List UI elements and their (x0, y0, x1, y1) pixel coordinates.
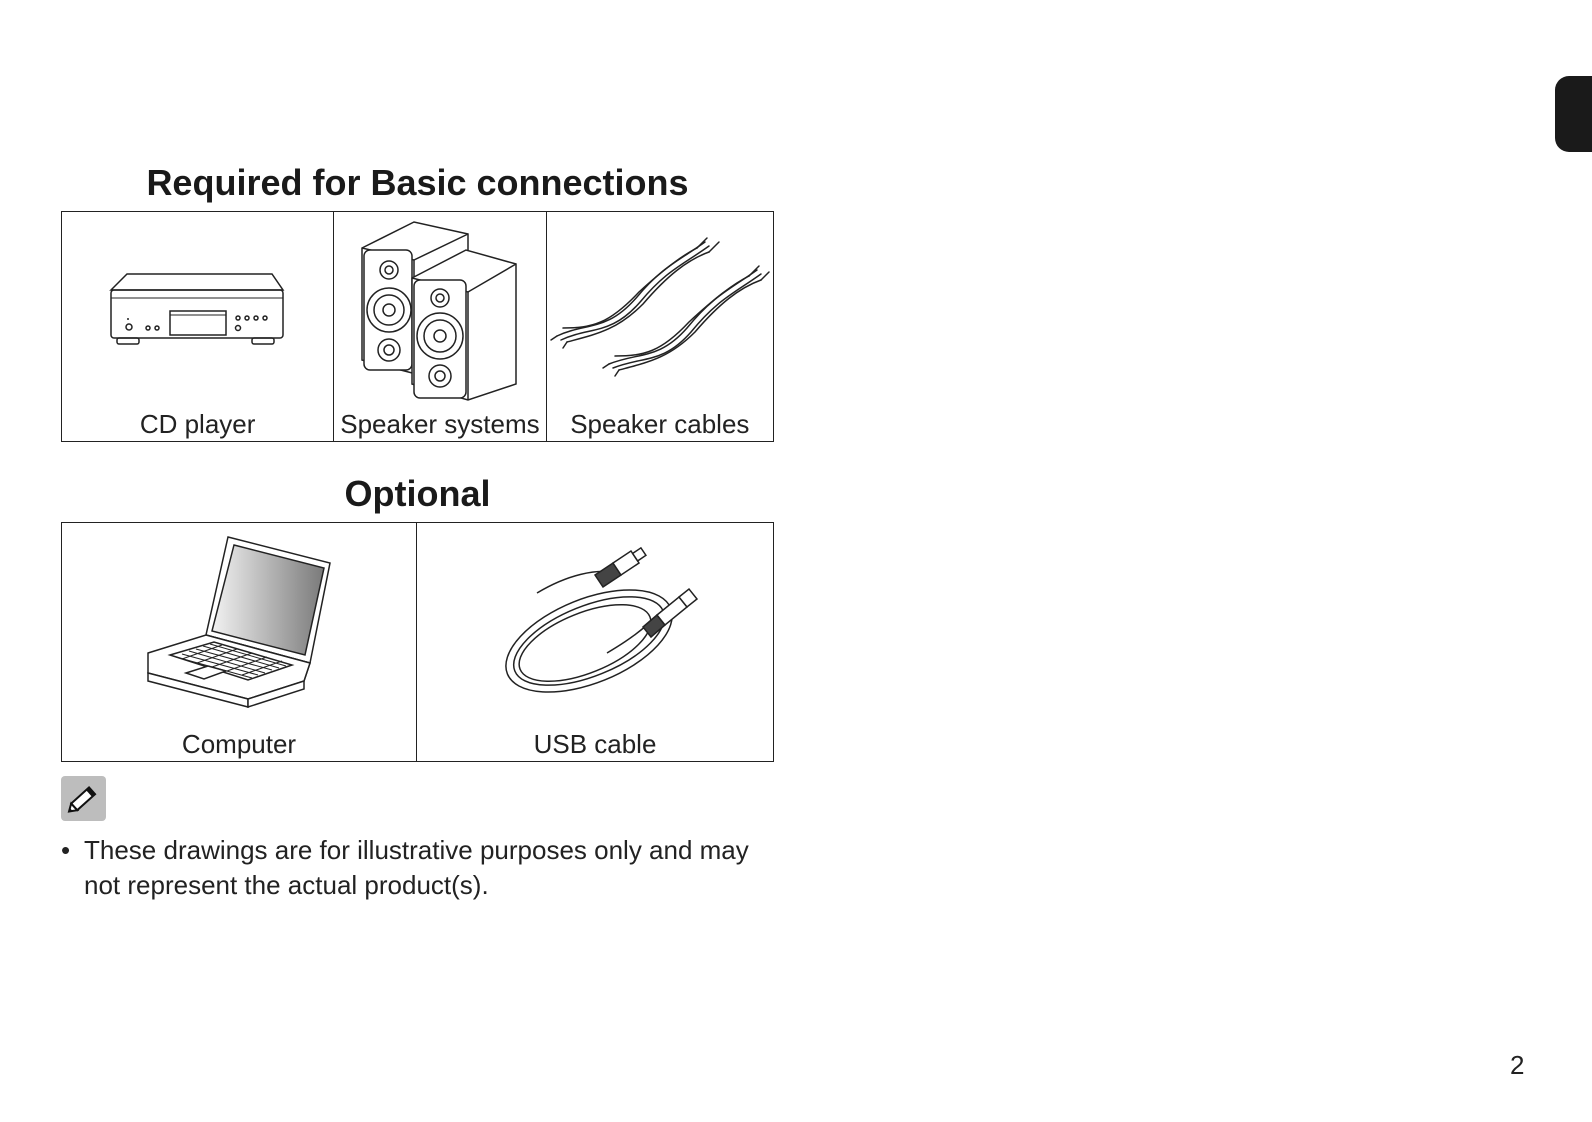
speaker-cables-cell (547, 212, 773, 441)
required-heading: Required for Basic connections (146, 162, 689, 203)
speaker-cables-label: Speaker cables (570, 409, 750, 439)
optional-items-table (61, 522, 774, 762)
required-items-table (61, 211, 774, 442)
cd-player-icon (62, 212, 335, 412)
speaker-cables-icon (547, 212, 774, 412)
page-number: 2 (1510, 1050, 1525, 1080)
usb-cable-icon (417, 523, 774, 728)
pencil-note-icon (61, 776, 106, 821)
note-bullet-text: These drawings are for illustrative purposes only and may not represent the actual product(s). (84, 835, 749, 900)
computer-label: Computer (181, 729, 297, 759)
usb-cable-label: USB cable (533, 729, 657, 759)
cd-player-cell (62, 212, 334, 441)
laptop-icon (62, 523, 418, 728)
computer-cell (62, 523, 417, 761)
optional-heading: Optional (344, 473, 491, 514)
cd-player-label: CD player (139, 409, 256, 439)
bullet-dot: • (61, 835, 71, 865)
section-tab (1555, 76, 1592, 152)
speakers-icon (334, 212, 547, 412)
note-text (61, 833, 781, 903)
usb-cable-cell (417, 523, 773, 761)
speaker-systems-label: Speaker systems (340, 409, 540, 439)
speaker-systems-cell (334, 212, 546, 441)
